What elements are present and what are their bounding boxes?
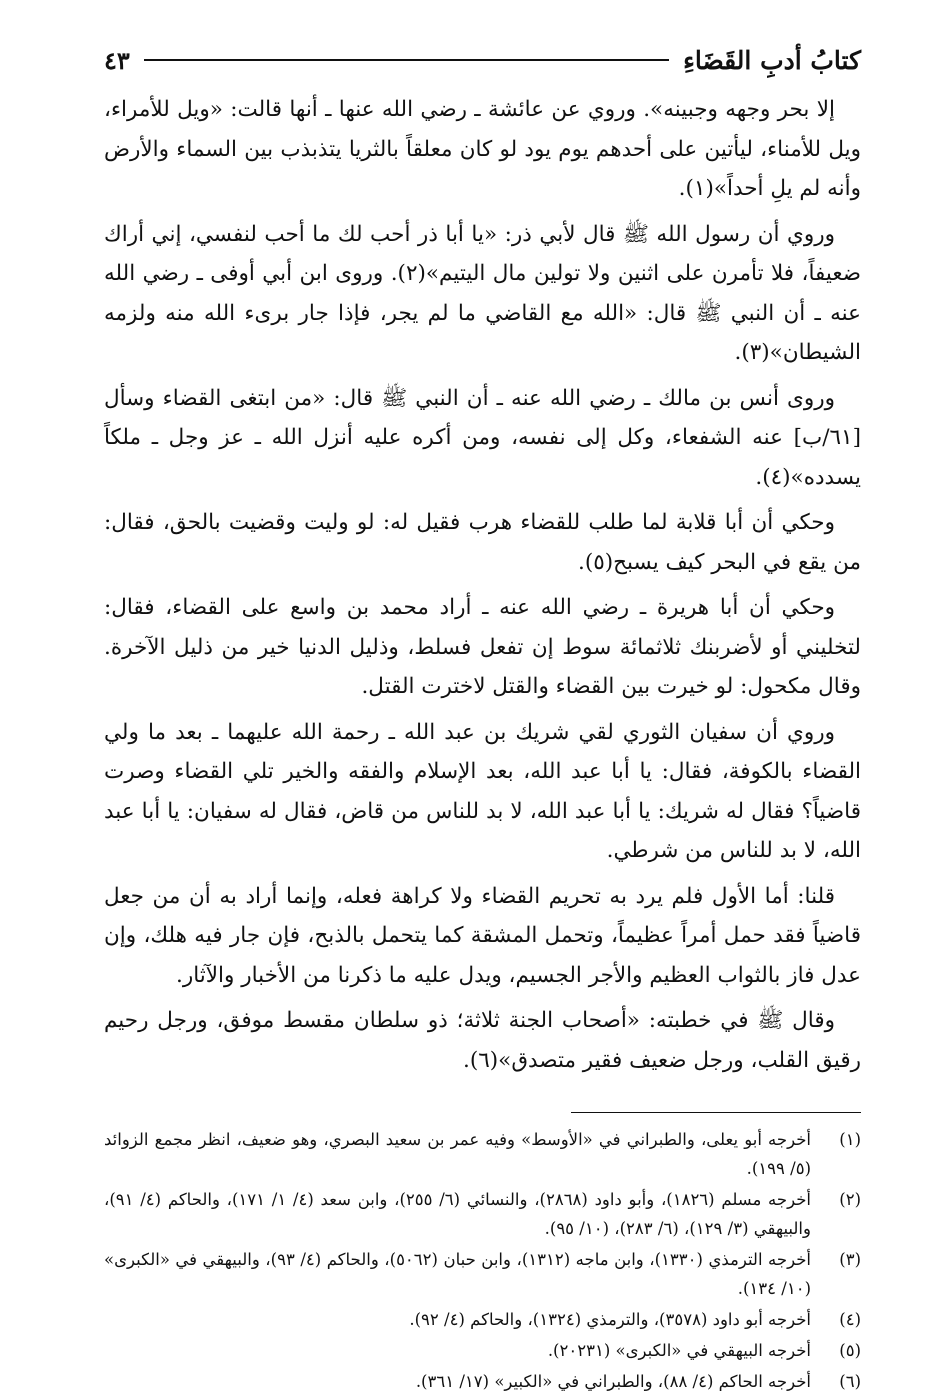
paragraph: وقال ﷺ في خطبته: «أصحاب الجنة ثلاثة؛ ذو سلطان مقسط موفق، ورجل رحيم رقيق القلب، ورجل ضعيف فقير متصدق»(٦). xyxy=(104,1008,861,1073)
footnote-text: أخرجه أبو داود (٣٥٧٨)، والترمذي (١٣٢٤)، والحاكم (٤/ ٩٢). xyxy=(409,1310,811,1329)
paragraph: وروي أن سفيان الثوري لقي شريك بن عبد الله ـ رحمة الله عليهما ـ بعد ما ولي القضاء بالكوفة، فقال: يا أبا عبد الله، بعد الإسلام والفقه والخير تلي القضاء وصرت قاضياً؟ فقال له شريك: يا أبا عبد الله، لا بد للناس من قاض، فقال له سفيان: يا أبا عبد الله، لا بد للناس من شرطي. xyxy=(104,719,861,863)
paragraph: وروى أنس بن مالك ـ رضي الله عنه ـ أن النبي ﷺ قال: «من ابتغى القضاء وسأل [٦١/ب] عنه الشفعاء، وكل إلى نفسه، ومن أكره عليه أنزل الله ـ عز وجل ـ ملكاً يسدده»(٤). xyxy=(104,385,861,490)
book-title: كتابُ أدبِ القَضَاءِ xyxy=(683,45,861,75)
footnote-number: (٣) xyxy=(839,1250,861,1269)
paragraph: وروي أن رسول الله ﷺ قال لأبي ذر: «يا أبا ذر أحب لك ما أحب لنفسي، إني أراك ضعيفاً، فلا تأمرن على اثنين ولا تولين مال اليتيم»(٢). وروى ابن أبي أوفى ـ رضي الله عنه ـ أن النبي ﷺ قال: «الله مع القاضي ما لم يجر، فإذا جار برىء الله منه ولزمه الشيطان»(٣). xyxy=(104,221,861,365)
page-header xyxy=(104,38,861,82)
paragraph: وحكي أن أبا هريرة ـ رضي الله عنه ـ أراد محمد بن واسع على القضاء، فقال: لتخليني أو لأضربنك ثلاثمائة سوط إن تفعل فسلط، وذليل الدنيا خير من ذليل الآخرة. وقال مكحول: لو خيرت بين القضاء والقتل لاخترت القتل. xyxy=(104,595,861,699)
footnote xyxy=(104,1245,861,1303)
footnote-text: أخرجه البيهقي في «الكبرى» (٢٠٢٣١). xyxy=(547,1341,811,1360)
footnote-number: (٤) xyxy=(839,1310,861,1329)
footnote xyxy=(104,1367,861,1396)
paragraph: قلنا: أما الأول فلم يرد به تحريم القضاء ولا كراهة فعله، وإنما أراد به أن من جعل قاضياً فقد حمل أمراً عظيماً، وتحمل المشقة كما يتحمل بالذبح، فإن جار فيه هلك، وإن عدل فاز بالثواب العظيم والأجر الجسيم، ويدل عليه ما ذكرنا من الأخبار والآثار. xyxy=(104,883,861,988)
footnote xyxy=(104,1125,861,1183)
footnote-number: (٥) xyxy=(839,1341,861,1360)
footnote xyxy=(104,1336,861,1365)
paragraph: وحكي أن أبا قلابة لما طلب للقضاء هرب فقيل له: لو وليت وقضيت بالحق، فقال: من يقع في البحر كيف يسبح(٥). xyxy=(104,510,861,575)
footnote-number: (١) xyxy=(839,1130,861,1149)
footnote-separator xyxy=(571,1112,861,1113)
footnotes xyxy=(104,1125,861,1396)
footnote-number: (٢) xyxy=(839,1190,861,1209)
footnote-text: أخرجه مسلم (١٨٢٦)، وأبو داود (٢٨٦٨)، والنسائي (٦/ ٢٥٥)، وابن سعد (٤/ ١/ ١٧١)، والحاكم (٤/ ٩١)، والبيهقي (٣/ ١٢٩)، (٦/ ٢٨٣)، (١٠/ ٩٥). xyxy=(104,1190,811,1238)
footnote xyxy=(104,1305,861,1334)
footnote-text: أخرجه الترمذي (١٣٣٠)، وابن ماجه (١٣١٢)، وابن حبان (٥٠٦٢)، والحاكم (٤/ ٩٣)، والبيهقي في «الكبرى» (١٠/ ١٣٤). xyxy=(104,1250,811,1298)
paragraph: إلا بحر وجهه وجبينه». وروي عن عائشة ـ رضي الله عنها ـ أنها قالت: «ويل للأمراء، ويل للأمناء، ليأتين على أحدهم يوم يود لو كان معلقاً بالثريا يتذبذب بين السماء والأرض وأنه لم يلِ أحداً»(١). xyxy=(104,97,861,201)
footnote xyxy=(104,1185,861,1243)
header-rule xyxy=(144,59,669,61)
footnote-number: (٦) xyxy=(839,1372,861,1391)
footnote-text: أخرجه الحاكم (٤/ ٨٨)، والطبراني في «الكبير» (١٧/ ٣٦١). xyxy=(415,1372,811,1391)
page-number: ٤٣ xyxy=(104,45,130,75)
main-text xyxy=(104,90,861,1080)
footnote-text: أخرجه أبو يعلى، والطبراني في «الأوسط» وفيه عمر بن سعيد البصري، وهو ضعيف، انظر مجمع الزوائد (٥/ ١٩٩). xyxy=(104,1130,811,1178)
